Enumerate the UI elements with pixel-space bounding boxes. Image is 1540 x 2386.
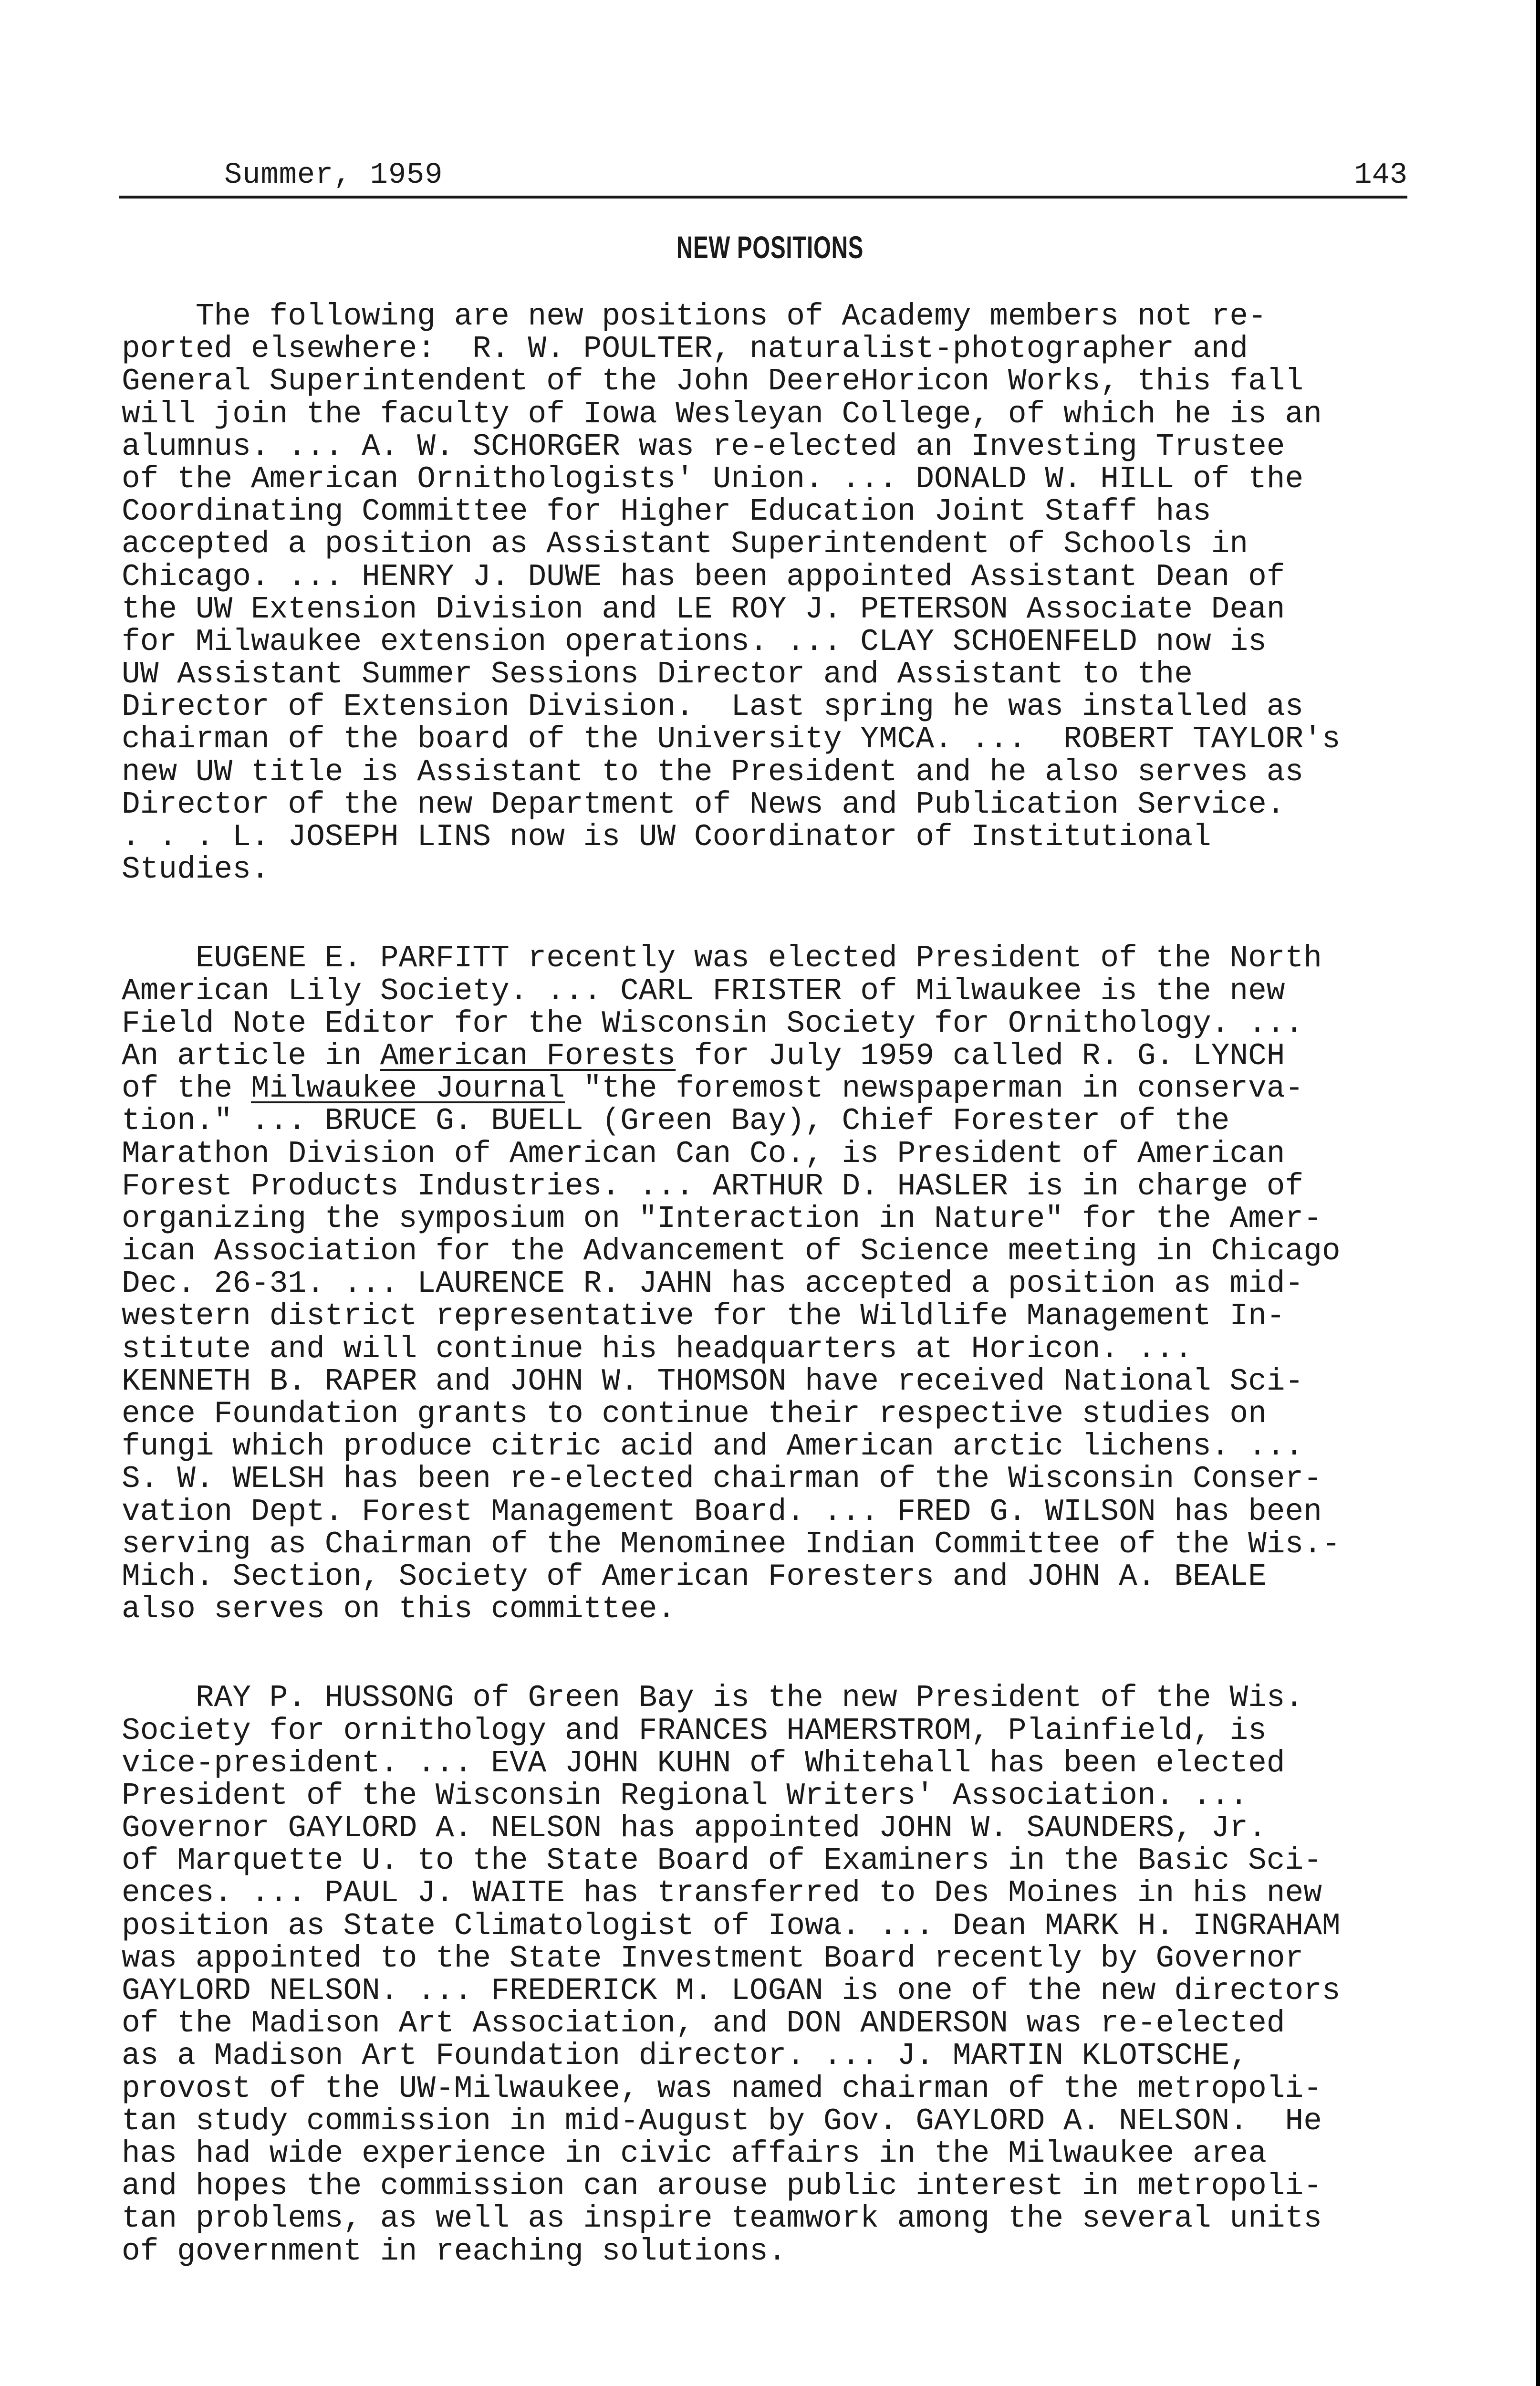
text-line: KENNETH B. RAPER and JOHN W. THOMSON have received National Sci- [122,1364,1304,1399]
running-header [119,153,1407,199]
text-line: Director of the new Department of News and Publication Service. [122,787,1285,822]
text-line: and hopes the commission can arouse public interest in metropoli- [122,2169,1322,2204]
text-line: Mich. Section, Society of American Foresters and JOHN A. BEALE [122,1559,1267,1594]
text-line: fungi which produce citric acid and American arctic lichens. ... [122,1429,1304,1465]
text-line: ences. ... PAUL J. WAITE has transferred to Des Moines in his new [122,1876,1322,1911]
text-line: GAYLORD NELSON. ... FREDERICK M. LOGAN is one of the new directors [122,1974,1341,2009]
article-body [122,301,1438,2302]
text-line: western district representative for the Wildlife Management In- [122,1299,1285,1334]
text-line: S. W. WELSH has been re-elected chairman of the Wisconsin Conser- [122,1462,1322,1497]
text-line: tion." ... BRUCE G. BUELL (Green Bay), Chief Forester of the [122,1104,1230,1139]
text-line: new UW title is Assistant to the President and he also serves as [122,754,1304,790]
text-line: alumnus. ... A. W. SCHORGER was re-elected an Investing Trustee [122,429,1285,464]
text-line: of the American Ornithologists' Union. ... DONALD W. HILL of the [122,461,1304,497]
text-line: Marathon Division of American Can Co., is President of American [122,1136,1285,1172]
paragraph-1 [122,301,1438,886]
text-line: stitute and will continue his headquarters at Horicon. ... [122,1331,1193,1367]
article-title: NEW POSITIONS [676,230,864,265]
text-line: accepted a position as Assistant Superintendent of Schools in [122,527,1249,562]
paragraph-3 [122,1682,1438,2268]
text-line: organizing the symposium on "Interaction in Nature" for the Amer- [122,1201,1322,1236]
text-line: also serves on this committee. [122,1592,676,1627]
text-line: President of the Wisconsin Regional Writers' Association. ... [122,1778,1249,1813]
text-line: was appointed to the State Investment Board recently by Governor [122,1941,1304,1976]
text-line: ported elsewhere: R. W. POULTER, naturalist-photographer and [122,332,1249,367]
text-line-underlined: An article in American Forests for July 1959 called R. G. LYNCH [122,1038,1285,1074]
header-issue-date: Summer, 1959 [224,158,443,192]
text-line: will join the faculty of Iowa Wesleyan College, of which he is an [122,397,1322,432]
text-line-underlined: of the Milwaukee Journal "the foremost newspaperman in conserva- [122,1071,1304,1107]
text-line: EUGENE E. PARFITT recently was elected President of the North [122,941,1322,976]
page-edge-border [1536,0,1540,2386]
text-line: Director of Extension Division. Last spring he was installed as [122,690,1304,725]
text-line: Coordinating Committee for Higher Education Joint Staff has [122,494,1211,530]
text-line: General Superintendent of the John DeereHoricon Works, this fall [122,364,1304,399]
text-line: of the Madison Art Association, and DON ANDERSON was re-elected [122,2006,1285,2041]
header-page-number: 143 [1354,158,1407,192]
text-line: The following are new positions of Academy members not re- [122,299,1267,334]
text-line: Dec. 26-31. ... LAURENCE R. JAHN has accepted a position as mid- [122,1266,1304,1302]
underlined-publication-title: American Forests [380,1038,676,1074]
text-line: provost of the UW-Milwaukee, was named chairman of the metropoli- [122,2071,1322,2106]
text-line: . . . L. JOSEPH LINS now is UW Coordinator of Institutional [122,820,1211,855]
text-line: as a Madison Art Foundation director. ... J. MARTIN KLOTSCHE, [122,2039,1249,2074]
text-line: tan problems, as well as inspire teamwork among the several units [122,2201,1322,2237]
text-line: vice-president. ... EVA JOHN KUHN of Whitehall has been elected [122,1746,1285,1781]
text-line: Society for ornithology and FRANCES HAMERSTROM, Plainfield, is [122,1713,1267,1748]
text-line: UW Assistant Summer Sessions Director and Assistant to the [122,657,1193,692]
text-line: has had wide experience in civic affairs in the Milwaukee area [122,2136,1267,2171]
text-line: American Lily Society. ... CARL FRISTER of Milwaukee is the new [122,973,1285,1009]
text-line: of government in reaching solutions. [122,2234,787,2269]
text-line: of Marquette U. to the State Board of Examiners in the Basic Sci- [122,1843,1322,1879]
text-line: chairman of the board of the University YMCA. ... ROBERT TAYLOR's [122,722,1341,757]
text-line: position as State Climatologist of Iowa. ... Dean MARK H. INGRAHAM [122,1908,1341,1944]
text-line: Field Note Editor for the Wisconsin Society for Ornithology. ... [122,1006,1304,1041]
text-line: Governor GAYLORD A. NELSON has appointed JOHN W. SAUNDERS, Jr. [122,1811,1267,1846]
paragraph-2 [122,942,1438,1626]
text-line: RAY P. HUSSONG of Green Bay is the new President of the Wis. [122,1681,1304,1716]
text-line: serving as Chairman of the Menominee Indian Committee of the Wis.- [122,1527,1341,1562]
underlined-publication-title: Milwaukee Journal [250,1071,565,1107]
text-line: for Milwaukee extension operations. ... CLAY SCHOENFELD now is [122,624,1267,659]
text-line: the UW Extension Division and LE ROY J. PETERSON Associate Dean [122,592,1285,627]
text-line: tan study commission in mid-August by Gov. GAYLORD A. NELSON. He [122,2103,1322,2139]
text-line: vation Dept. Forest Management Board. ... FRED G. WILSON has been [122,1494,1322,1529]
text-line: Studies. [122,852,270,888]
text-line: ican Association for the Advancement of Science meeting in Chicago [122,1234,1341,1269]
text-line: ence Foundation grants to continue their respective studies on [122,1397,1267,1432]
text-line: Forest Products Industries. ... ARTHUR D. HASLER is in charge of [122,1169,1304,1204]
text-line: Chicago. ... HENRY J. DUWE has been appointed Assistant Dean of [122,559,1285,595]
